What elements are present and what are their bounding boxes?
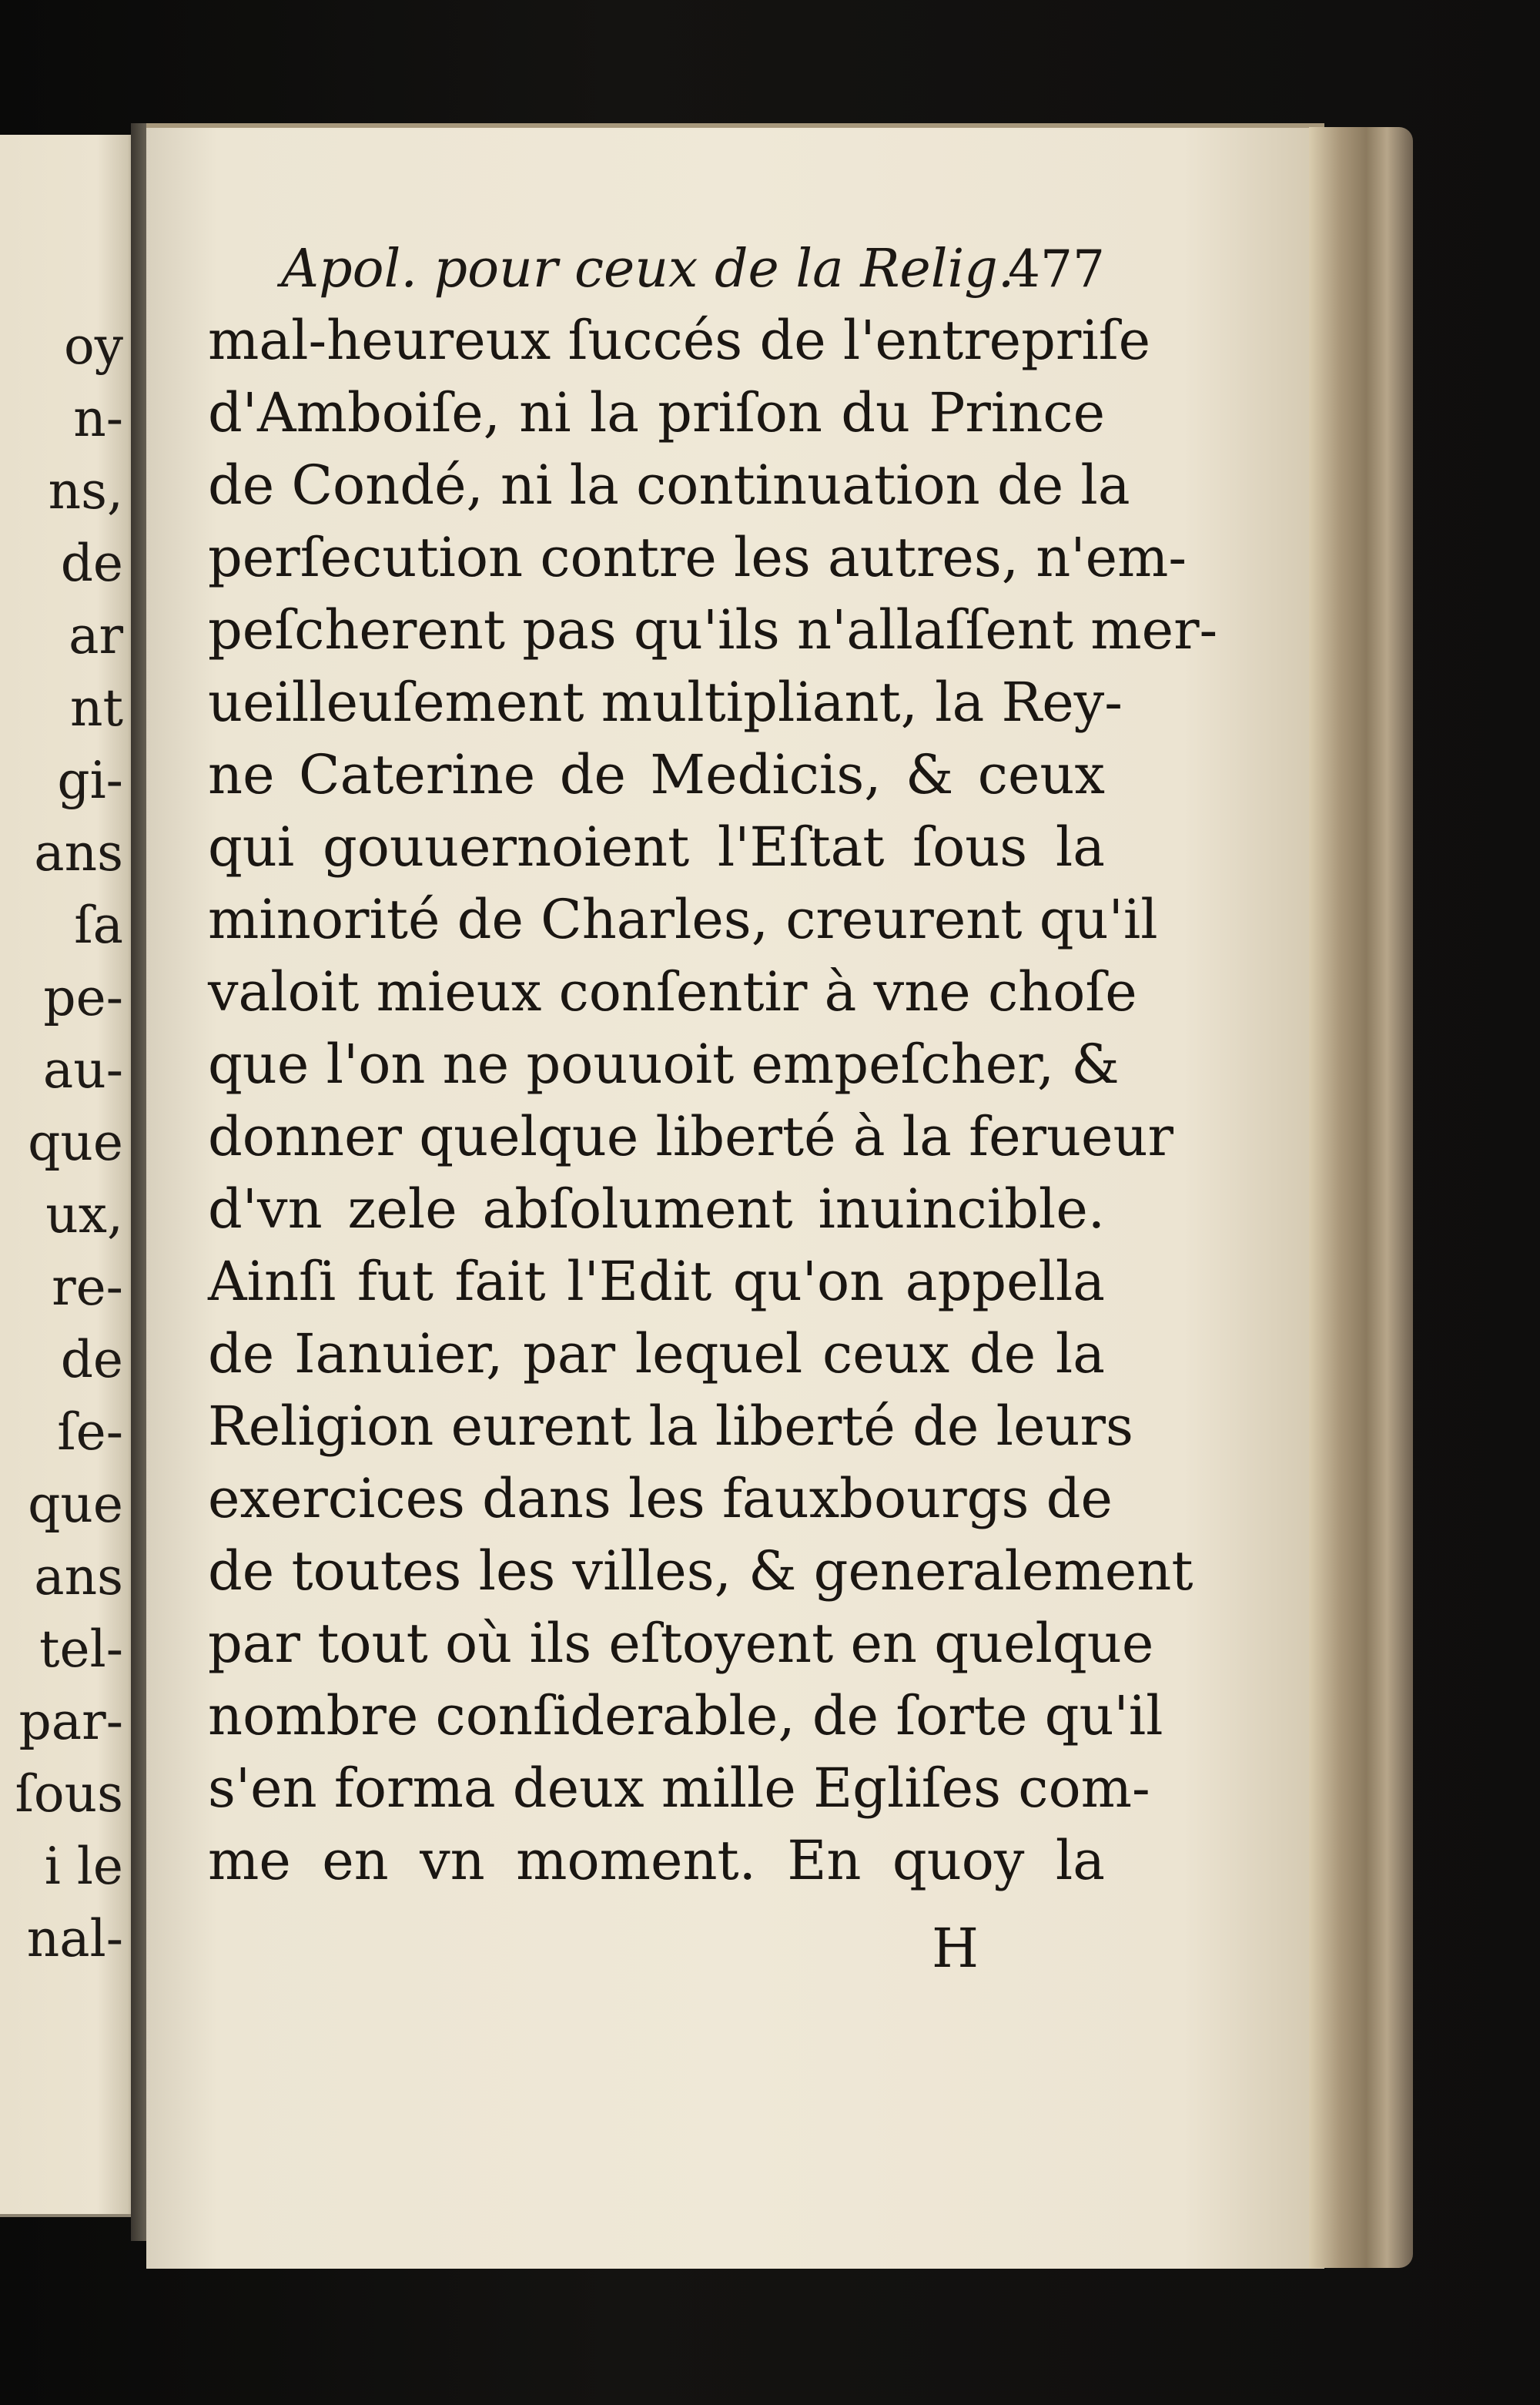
facing-page-line: ux,: [45, 1185, 123, 1244]
facing-page-line: n-: [73, 389, 123, 448]
text-line: qui gouuernoient l'Eſtat ſous la: [208, 816, 1105, 879]
facing-page-line: au-: [42, 1040, 123, 1100]
text-line: ueilleuſement multipliant, la Rey-: [208, 671, 1123, 734]
facing-page-line: de: [60, 1330, 123, 1389]
text-line: Ainſi fut fait l'Edit qu'on appella: [208, 1250, 1105, 1313]
facing-page-line: ſe-: [57, 1402, 123, 1462]
text-line: de Ianuier, par lequel ceux de la: [208, 1322, 1105, 1385]
facing-page-line: ſous: [15, 1764, 123, 1824]
facing-page-line: que: [28, 1475, 123, 1534]
running-title: Apol. pour ceux de la Relig.: [281, 239, 1015, 300]
text-line: donner quelque liberté à la ferueur: [208, 1105, 1174, 1168]
text-line: peſcherent pas qu'ils n'allaſſent mer-: [208, 598, 1218, 662]
facing-page-line: que: [28, 1113, 123, 1172]
text-line: d'vn zele abſolument inuincible.: [208, 1177, 1105, 1241]
facing-page-line: tel-: [39, 1620, 123, 1679]
facing-page-line: i le: [44, 1837, 123, 1896]
facing-page-line: re-: [52, 1258, 123, 1317]
facing-page-line: ans: [34, 1547, 123, 1606]
text-line: minorité de Charles, creurent qu'il: [208, 888, 1158, 951]
text-line: valoit mieux conſentir à vne choſe: [208, 960, 1137, 1023]
facing-page-line: gi-: [57, 751, 123, 810]
text-line: me en vn moment. En quoy la: [208, 1829, 1105, 1892]
text-line: exercices dans les fauxbourgs de: [208, 1467, 1113, 1530]
text-line: ne Caterine de Medicis, & ceux: [208, 743, 1105, 806]
text-line: de toutes les villes, & generalement: [208, 1539, 1194, 1603]
facing-page-line: ans: [34, 823, 123, 883]
text-line: par tout où ils eſtoyent en quelque: [208, 1612, 1154, 1675]
facing-page-line: nal-: [26, 1909, 123, 1968]
page-block-edge: [1309, 127, 1413, 2268]
facing-page-left: [0, 135, 139, 2217]
facing-page-line: oy: [63, 317, 123, 376]
page-number: 477: [1008, 239, 1105, 299]
facing-page-line: par-: [18, 1692, 123, 1751]
text-line: perſecution contre les autres, n'em-: [208, 526, 1187, 589]
facing-page-line: ſa: [74, 896, 123, 955]
text-line: mal-heureux ſuccés de l'entrepriſe: [208, 309, 1151, 372]
facing-page-line: ar: [69, 606, 123, 665]
page-header: [281, 231, 1105, 308]
text-line: d'Amboiſe, ni la priſon du Prince: [208, 381, 1105, 444]
text-line: de Condé, ni la continuation de la: [208, 454, 1130, 517]
text-line: Religion eurent la liberté de leurs: [208, 1395, 1133, 1458]
body-text: [208, 304, 1218, 1897]
facing-page-line: pe-: [43, 968, 123, 1027]
signature-mark: H: [932, 1917, 979, 1980]
facing-page-line: de: [60, 534, 123, 593]
text-line: que l'on ne pouuoit empeſcher, &: [208, 1033, 1120, 1096]
facing-page-line: nt: [69, 678, 123, 738]
text-line: s'en forma deux mille Egliſes com-: [208, 1757, 1150, 1820]
text-line: nombre conſiderable, de ſorte qu'il: [208, 1684, 1163, 1747]
facing-page-line: ns,: [48, 461, 123, 521]
